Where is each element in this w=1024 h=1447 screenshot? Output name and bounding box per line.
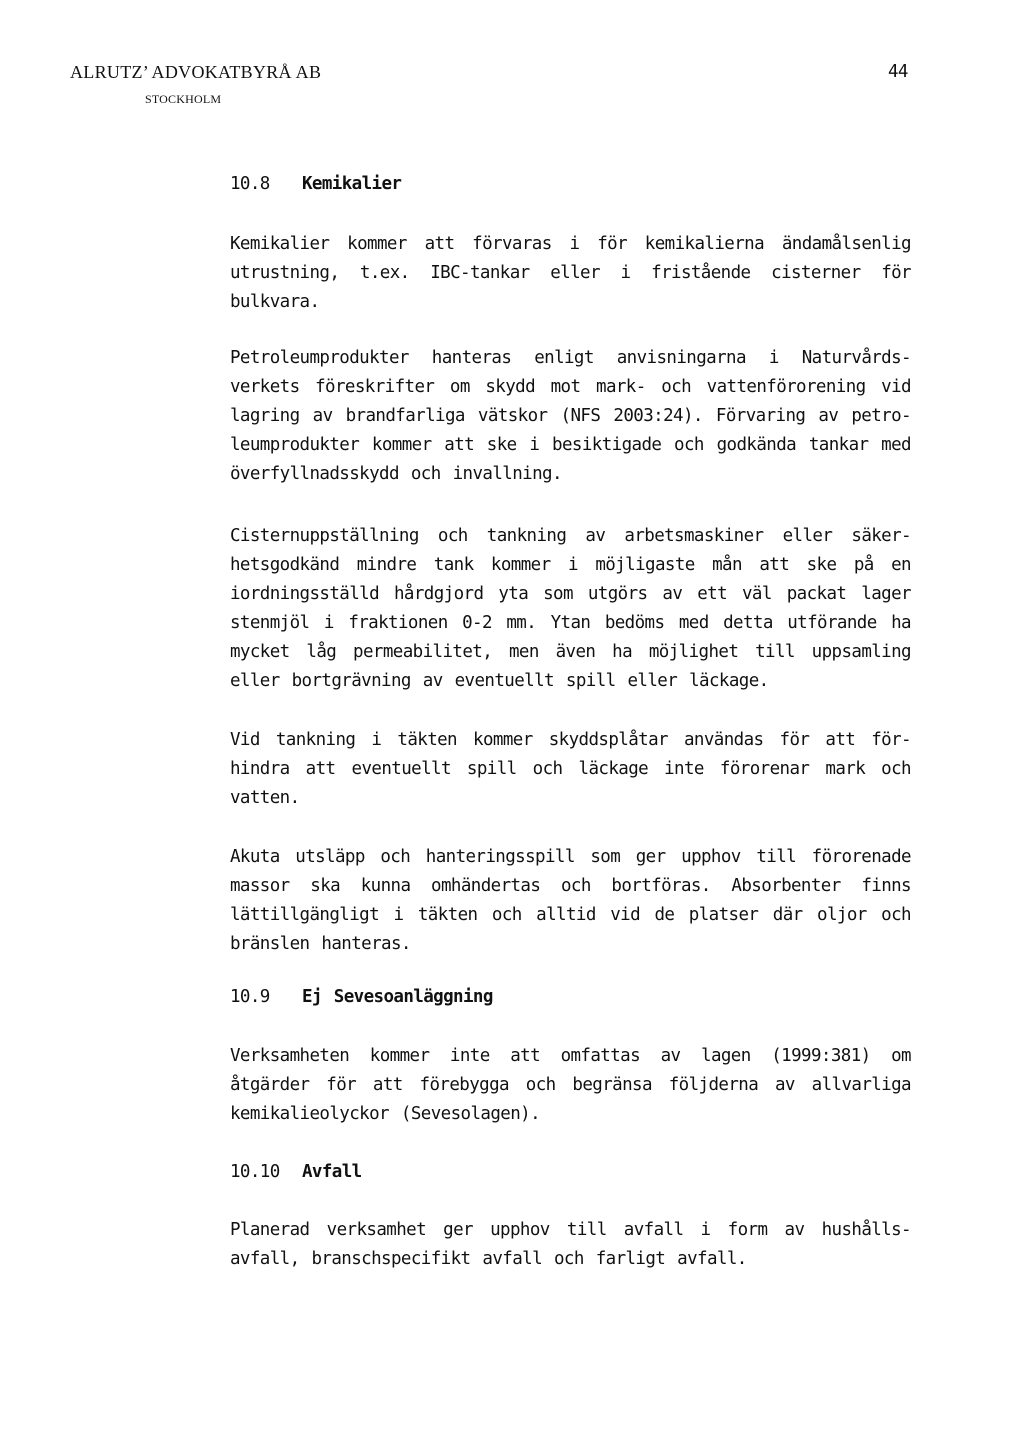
paragraph-waste (230, 1216, 911, 1274)
paragraph-cistern-refueling (230, 522, 911, 696)
text-line: Vid tankning i täkten kommer skyddsplåtar användas för att för- (230, 730, 911, 750)
text-line: verkets föreskrifter om skydd mot mark- och vattenförorening vid (230, 377, 911, 397)
text-line: Cisternuppställning och tankning av arbetsmaskiner eller säker- (230, 526, 911, 546)
text-line: Verksamheten kommer inte att omfattas av lagen (1999:381) om (230, 1046, 911, 1066)
paragraph-petroleum-products (230, 344, 911, 489)
text-line: lagring av brandfarliga vätskor (NFS 2003:24). Förvaring av petro- (230, 406, 911, 426)
text-line: stenmjöl i fraktionen 0-2 mm. Ytan bedöms med detta utförande ha (230, 613, 911, 633)
section-number: 10.10 (230, 1162, 280, 1182)
text-line: iordningsställd hårdgjord yta som utgörs av ett väl packat lager (230, 584, 911, 604)
text-line: eller bortgrävning av eventuellt spill eller läckage. (230, 671, 769, 691)
text-line: massor ska kunna omhändertas och bortföras. Absorbenter finns (230, 876, 911, 896)
text-line: utrustning, t.ex. IBC-tankar eller i fristående cisterner för (230, 263, 911, 283)
text-line: Kemikalier kommer att förvaras i för kemikalierna ändamålsenlig (230, 234, 911, 254)
text-line: bränslen hanteras. (230, 934, 411, 954)
paragraph-chemicals-storage (230, 230, 911, 317)
firm-city: STOCKHOLM (145, 92, 222, 106)
text-line: Planerad verksamhet ger upphov till avfall i form av hushålls- (230, 1220, 911, 1240)
section-heading-10-9 (230, 987, 493, 1007)
section-heading-10-8 (230, 174, 401, 194)
text-line: lättillgängligt i täkten och alltid vid de platser där oljor och (230, 905, 911, 925)
text-line: Akuta utsläpp och hanteringsspill som ger upphov till förorenade (230, 847, 911, 867)
section-number: 10.8 (230, 174, 270, 194)
text-line: mycket låg permeabilitet, men även ha möjlighet till uppsamling (230, 642, 911, 662)
text-line: vatten. (230, 788, 300, 808)
text-line: hetsgodkänd mindre tank kommer i möjligaste mån att ske på en (230, 555, 911, 575)
section-title: Ej Sevesoanläggning (302, 987, 493, 1007)
text-line: åtgärder för att förebygga och begränsa följderna av allvarliga (230, 1075, 911, 1095)
text-line: hindra att eventuellt spill och läckage inte förorenar mark och (230, 759, 911, 779)
text-line: avfall, branschspecifikt avfall och farligt avfall. (230, 1249, 747, 1269)
paragraph-acute-spills (230, 843, 911, 959)
text-line: bulkvara. (230, 292, 320, 312)
text-line: kemikalieolyckor (Sevesolagen). (230, 1104, 541, 1124)
section-number: 10.9 (230, 987, 270, 1007)
section-title: Kemikalier (302, 174, 402, 194)
paragraph-protection-plates (230, 726, 911, 813)
text-line: överfyllnadsskydd och invallning. (230, 464, 562, 484)
firm-name: ALRUTZ’ ADVOKATBYRÅ AB (70, 62, 322, 82)
section-heading-10-10 (230, 1162, 362, 1182)
paragraph-seveso (230, 1042, 911, 1129)
page-number: 44 (888, 62, 908, 82)
text-line: Petroleumprodukter hanteras enligt anvisningarna i Naturvårds- (230, 348, 911, 368)
text-line: leumprodukter kommer att ske i besiktigade och godkända tankar med (230, 435, 911, 455)
section-title: Avfall (302, 1162, 362, 1182)
